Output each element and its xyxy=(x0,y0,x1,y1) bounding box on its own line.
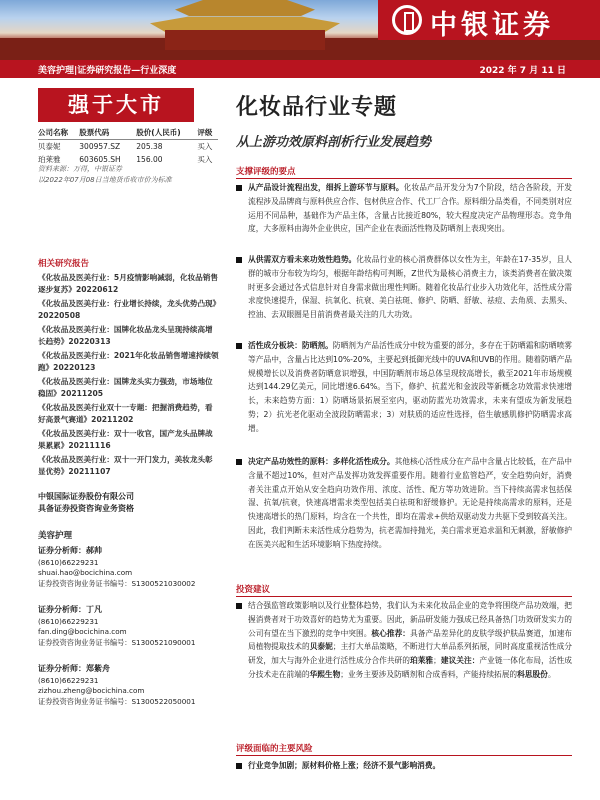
analyst-email[interactable]: fan.ding@bocichina.com xyxy=(38,627,127,636)
analyst-name: 证券分析师：丁凡 xyxy=(38,605,102,614)
advice-text: ； xyxy=(433,656,441,666)
section-divider xyxy=(236,596,572,597)
analyst-block xyxy=(38,546,220,589)
related-reports-list xyxy=(38,272,220,480)
stock-rating: 买入 xyxy=(197,142,213,151)
analyst-block xyxy=(38,605,220,648)
risk-text: 行业竞争加剧；原材料价格上涨；经济不景气影响消费。 xyxy=(248,761,441,770)
stock-rating: 买入 xyxy=(197,155,213,164)
advice-text: ；主打大单品策略，不断进行大单品系列拓展，同时高度重视活性成分研发，加大与海外企业进行活性成分合作共研的 xyxy=(248,642,572,666)
core-recommend-label: 核心推荐： xyxy=(371,628,410,638)
brand-name: 中银证券 xyxy=(430,10,554,41)
point-lead: 决定产品功效性的原料：多样化活性成分。 xyxy=(248,457,395,466)
source-line: 资料来源：万得，中银证券 xyxy=(38,165,122,173)
analyst-phone: (8610)66229231 xyxy=(38,616,99,626)
bullet-icon xyxy=(236,603,242,609)
point-text: 化妆品行业的核心消费群体以女性为主，年龄在17-35岁，且人群的城市分布较为均匀，根据年龄结构可判断，Z世代为最核心消费主力，该类消费者在做决策时更多会通过各式信息针对自身需求做出理性判断。随着化妆品行业步入功效化年，活性成分需求度快速提升，保湿、抗氧化、抗衰、美白祛斑、修护、防晒、舒敏、祛痘、去角质、去黑头、控油、去双眼圈是目前消费者最关注的几大功效。 xyxy=(248,255,572,320)
table-source-note xyxy=(38,164,208,186)
info-bar xyxy=(0,60,600,78)
section-heading-risk: 评级面临的主要风险 xyxy=(236,744,313,754)
related-report-link[interactable]: 《化妆品及医美行业：行业增长持续，龙头优势凸现》20220508 xyxy=(38,299,217,320)
firm-qualification: 具备证券投资咨询业务资格 xyxy=(38,504,134,513)
stock-table-header xyxy=(38,126,218,140)
section-heading-investment: 投资建议 xyxy=(236,585,271,595)
point-text: 化妆品产品开发分为7个阶段，结合各阶段，开发流程涉及品牌商与原料供应合作、包材供应合作、代工厂合作。原料细分品类看，不同类别对应运用不同品种，基础作为产品主体，含量占比接近80%，较大程度决定产品物理形态。竞争角度，大多原料由海外企业供应，国产企业在表面活性物及防晒剂上表现突出。 xyxy=(248,183,572,234)
stock-name: 华熙生物 xyxy=(309,669,341,679)
source-line: 以2022年07月08日当地货币收市价为标准 xyxy=(38,176,172,184)
stock-code: 603605.SH xyxy=(79,155,121,164)
bullet-icon xyxy=(236,257,242,263)
stock-table xyxy=(38,126,218,166)
stock-name: 珀莱雅 xyxy=(409,656,434,666)
related-report-link[interactable]: 《化妆品及医美行业：国牌化妆品龙头呈现持续高增长趋势》20220313 xyxy=(38,325,213,346)
investment-advice xyxy=(236,599,572,682)
analyst-name: 证券分析师：郑紫舟 xyxy=(38,664,110,673)
advice-text: 具备产品差异化的皮肤学级护肤品赛道，加速布局植物提取技术的 xyxy=(248,628,572,652)
risk-point xyxy=(236,759,572,773)
company-name: 贝泰妮 xyxy=(38,142,61,151)
related-report-link[interactable]: 《化妆品及医美行业双十一专题：把握消费趋势，看好高景气赛道》20211202 xyxy=(38,403,213,424)
rating-point-1 xyxy=(236,181,572,236)
stock-price: 205.38 xyxy=(136,142,163,151)
point-text: 其他核心活性成分在产品中含量占比较低，在产品中含量不超过10%，但对产品发挥功效发挥重要作用。随着行业监管趋严，安全趋势向好，消费者关注重点开始从安全趋向功效作用、浓度、活性、配方等功效进阶。当下持续高需求包括保湿、抗氧/抗衰，快速高增需求类型包括美白祛斑和舒缓修护。无论是持续高需求的原料，还是快速高增长的热门原料，均含在一个共性，即均在需求+供给双驱动发力共驱下受到较高关注。因此，我们判断未来活性成分趋势为，抗老需加持抛光，美白需求更追求温和无刺激，舒敏修护在医美兴起和生活环境影响下热度持续。 xyxy=(248,457,572,549)
header-banner xyxy=(0,0,600,60)
rating-point-3 xyxy=(236,339,572,436)
stock-code: 300957.SZ xyxy=(79,142,121,151)
col-header: 公司名称 xyxy=(38,126,79,140)
analyst-phone: (8610)66229231 xyxy=(38,557,99,567)
col-header: 股价(人民币) xyxy=(136,126,197,140)
point-lead: 从供需双方看未来功效性趋势。 xyxy=(248,255,357,264)
analyst-cert: 证券投资咨询业务证书编号：S1300522050001 xyxy=(38,696,196,706)
stock-name: 科思股份 xyxy=(517,669,548,679)
related-report-link[interactable]: 《化妆品及医美行业：双十一开门发力，美妆龙头彰显优势》20211107 xyxy=(38,455,213,476)
section-divider xyxy=(236,178,572,179)
table-row xyxy=(38,140,218,154)
analyst-block xyxy=(38,664,220,707)
company-name: 珀莱雅 xyxy=(38,155,61,164)
related-report-link[interactable]: 《化妆品及医美行业：双十一收官，国产龙头品牌战果累累》20211116 xyxy=(38,429,213,450)
report-title: 化妆品行业专题 xyxy=(236,95,398,120)
analyst-name: 证券分析师：郝帅 xyxy=(38,546,102,555)
related-report-link[interactable]: 《化妆品及医美行业：2021年化妆品销售增速持续领跑》20220123 xyxy=(38,351,219,372)
related-report-link[interactable]: 《化妆品及医美行业：5月疫情影响减弱，化妆品销售逐步复苏》20220612 xyxy=(38,273,218,294)
watch-label: 建议关注： xyxy=(440,656,480,666)
analyst-cert: 证券投资咨询业务证书编号：S1300521030002 xyxy=(38,578,196,588)
firm-info xyxy=(38,491,218,515)
analyst-email[interactable]: zizhou.zheng@bocichina.com xyxy=(38,686,145,695)
advice-text: 产业链一体化布局，活性成分技术走在前端的 xyxy=(248,656,572,679)
firm-name: 中银国际证券股份有限公司 xyxy=(38,492,134,501)
section-heading-rating-points: 支撑评级的要点 xyxy=(236,167,296,177)
related-report-link[interactable]: 《化妆品及医美行业：国牌龙头实力强劲，市场地位稳固》20211205 xyxy=(38,377,213,398)
advice-text: 。 xyxy=(547,669,556,679)
stock-name: 贝泰妮 xyxy=(309,642,333,652)
advice-text: 结合强监管政策影响以及行业整体趋势，我们认为未来化妆品企业的竞争将围绕产品功效端，把握消费者对于功效喜好的趋势尤为重要。因此，新品研发能力强成已经具备热门功效研发实力的公司有望在当下激烈的竞争中突围。 xyxy=(248,601,572,638)
report-date: 2022 年 7 月 11 日 xyxy=(479,66,566,76)
industry-rating: 强于大市 xyxy=(38,88,194,122)
report-category: 美容护理|证券研究报告—行业深度 xyxy=(38,66,177,76)
analyst-email[interactable]: shuai.hao@bocichina.com xyxy=(38,568,133,577)
analyst-cert: 证券投资咨询业务证书编号：S1300521090001 xyxy=(38,637,196,647)
brand-logo-icon xyxy=(392,5,422,35)
analyst-phone: (8610)66229231 xyxy=(38,675,99,685)
stock-price: 156.00 xyxy=(136,155,163,164)
advice-text: ；业务主要涉及防晒剂和合成香料，产能持续拓展的 xyxy=(340,669,518,679)
point-lead: 活性成分板块：防晒剂。 xyxy=(248,341,333,350)
col-header: 股票代码 xyxy=(79,126,136,140)
section-divider xyxy=(236,755,572,756)
rating-point-4 xyxy=(236,455,572,552)
banner-hall-image xyxy=(165,30,325,50)
banner-roof-image xyxy=(175,0,315,16)
point-lead: 从产品设计流程出发，细拆上游环节与原料。 xyxy=(248,183,404,192)
point-text: 防晒剂为产品活性成分中较为重要的部分，多存在于防晒霜和防晒喷雾等产品中，含量占比达到10%-20%，主要起到抵御光线中的UVA和UVB的作用。随着防晒产品规模增长以及消费者防晒意识增强，中国防晒剂市场总体呈现较高增长，截至2021年市场规模达到144.29亿美元，同比增速6.64%。当下，修护、抗蓝光和金波段等新概念功效需求快速增长，未来趋势方面：1）防晒场景拓展至室内，驱动防蓝光功效需求，未来有望成为新发展趋势；2）抗光老化驱动全波段防晒需求；3）对肤质的适应性选择，倍生敏感肌修护防晒需求高增。 xyxy=(248,341,572,433)
bullet-icon xyxy=(236,459,242,465)
rating-point-2 xyxy=(236,253,572,322)
related-reports-heading: 相关研究报告 xyxy=(38,259,90,269)
analyst-sector-heading: 美容护理 xyxy=(38,531,73,541)
report-subtitle: 从上游功效原料剖析行业发展趋势 xyxy=(236,135,432,150)
col-header: 评级 xyxy=(197,126,218,140)
bullet-icon xyxy=(236,343,242,349)
bullet-icon xyxy=(236,185,242,191)
bullet-icon xyxy=(236,763,242,769)
